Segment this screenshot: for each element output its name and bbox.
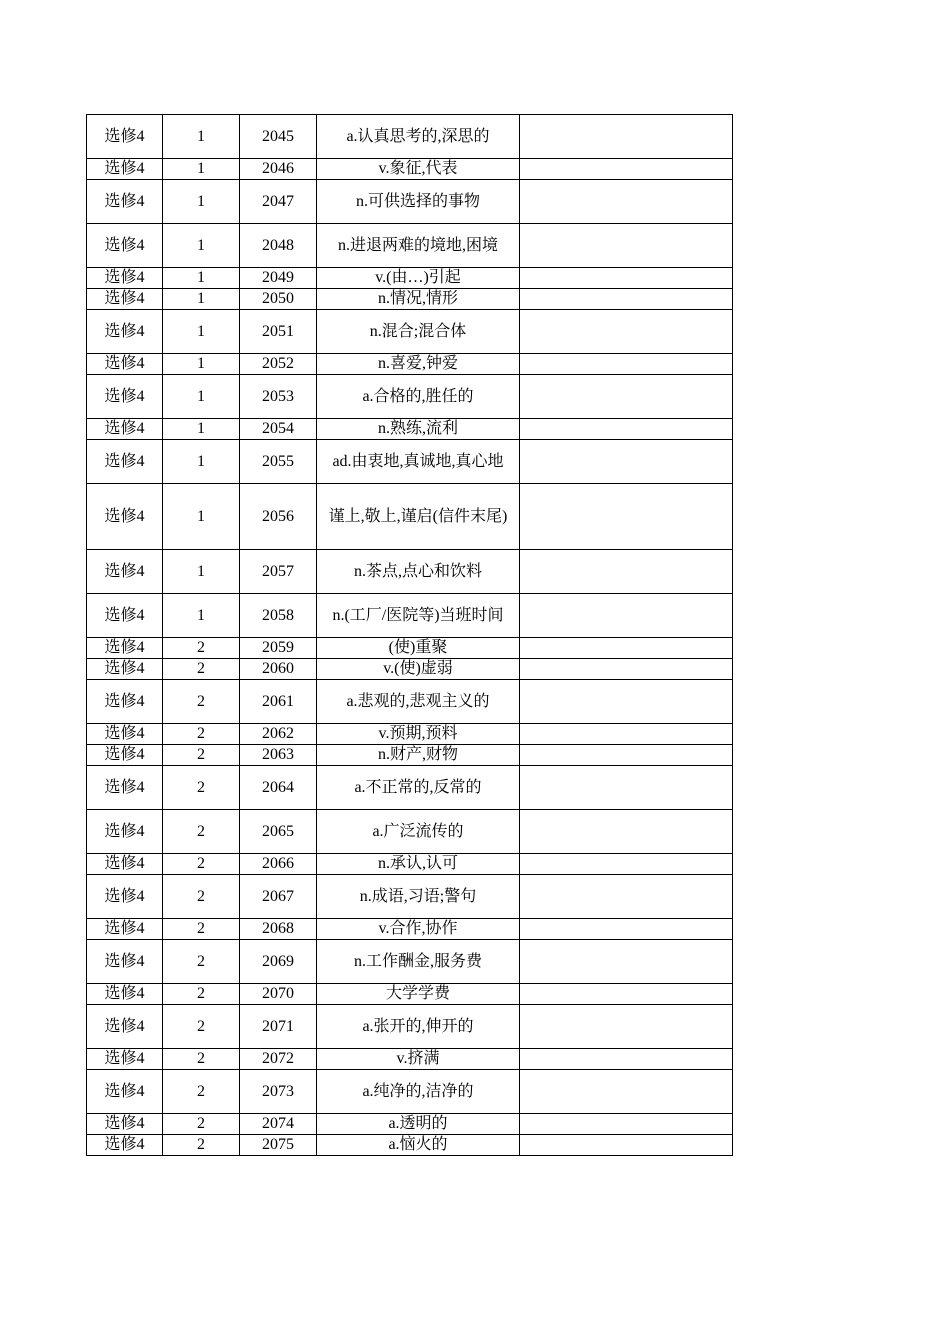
- meaning-cell: n.熟练,流利: [317, 419, 520, 440]
- table-row: [87, 854, 733, 875]
- table-row: [87, 919, 733, 940]
- unit-cell: 1: [163, 289, 240, 310]
- word-id-cell: 2045: [240, 115, 317, 159]
- table-row: [87, 310, 733, 354]
- meaning-cell: a.透明的: [317, 1114, 520, 1135]
- course-cell: 选修4: [87, 115, 163, 159]
- course-cell: 选修4: [87, 1114, 163, 1135]
- word-blank-cell: [520, 724, 733, 745]
- course-cell: 选修4: [87, 180, 163, 224]
- word-blank-cell: [520, 159, 733, 180]
- course-cell: 选修4: [87, 1070, 163, 1114]
- meaning-cell: n.情况,情形: [317, 289, 520, 310]
- unit-cell: 1: [163, 440, 240, 484]
- word-blank-cell: [520, 659, 733, 680]
- table-row: [87, 724, 733, 745]
- meaning-cell: 大学学费: [317, 984, 520, 1005]
- meaning-cell: n.混合;混合体: [317, 310, 520, 354]
- unit-cell: 2: [163, 875, 240, 919]
- course-cell: 选修4: [87, 484, 163, 550]
- word-blank-cell: [520, 484, 733, 550]
- meaning-cell: n.成语,习语;警句: [317, 875, 520, 919]
- word-id-cell: 2072: [240, 1049, 317, 1070]
- table-row: [87, 638, 733, 659]
- meaning-cell: a.广泛流传的: [317, 810, 520, 854]
- word-id-cell: 2058: [240, 594, 317, 638]
- word-blank-cell: [520, 766, 733, 810]
- table-row: [87, 375, 733, 419]
- unit-cell: 2: [163, 745, 240, 766]
- unit-cell: 2: [163, 766, 240, 810]
- table-row: [87, 594, 733, 638]
- meaning-cell: n.财产,财物: [317, 745, 520, 766]
- unit-cell: 2: [163, 638, 240, 659]
- unit-cell: 2: [163, 1005, 240, 1049]
- course-cell: 选修4: [87, 268, 163, 289]
- table-row: [87, 680, 733, 724]
- word-blank-cell: [520, 268, 733, 289]
- table-row: [87, 1070, 733, 1114]
- table-row: [87, 550, 733, 594]
- word-blank-cell: [520, 854, 733, 875]
- course-cell: 选修4: [87, 810, 163, 854]
- word-blank-cell: [520, 745, 733, 766]
- word-id-cell: 2060: [240, 659, 317, 680]
- course-cell: 选修4: [87, 375, 163, 419]
- unit-cell: 1: [163, 180, 240, 224]
- unit-cell: 2: [163, 919, 240, 940]
- word-id-cell: 2056: [240, 484, 317, 550]
- word-id-cell: 2052: [240, 354, 317, 375]
- word-blank-cell: [520, 1005, 733, 1049]
- unit-cell: 2: [163, 659, 240, 680]
- word-id-cell: 2069: [240, 940, 317, 984]
- meaning-cell: n.喜爱,钟爱: [317, 354, 520, 375]
- word-blank-cell: [520, 1070, 733, 1114]
- table-row: [87, 940, 733, 984]
- word-id-cell: 2054: [240, 419, 317, 440]
- word-id-cell: 2068: [240, 919, 317, 940]
- word-id-cell: 2053: [240, 375, 317, 419]
- word-id-cell: 2073: [240, 1070, 317, 1114]
- unit-cell: 2: [163, 724, 240, 745]
- course-cell: 选修4: [87, 766, 163, 810]
- meaning-cell: v.挤满: [317, 1049, 520, 1070]
- meaning-cell: 谨上,敬上,谨启(信件末尾): [317, 484, 520, 550]
- meaning-cell: n.工作酬金,服务费: [317, 940, 520, 984]
- course-cell: 选修4: [87, 940, 163, 984]
- course-cell: 选修4: [87, 919, 163, 940]
- unit-cell: 1: [163, 224, 240, 268]
- word-blank-cell: [520, 875, 733, 919]
- unit-cell: 2: [163, 1049, 240, 1070]
- word-id-cell: 2075: [240, 1135, 317, 1156]
- unit-cell: 1: [163, 419, 240, 440]
- course-cell: 选修4: [87, 550, 163, 594]
- word-blank-cell: [520, 1135, 733, 1156]
- course-cell: 选修4: [87, 310, 163, 354]
- unit-cell: 2: [163, 810, 240, 854]
- word-id-cell: 2055: [240, 440, 317, 484]
- word-blank-cell: [520, 224, 733, 268]
- unit-cell: 1: [163, 375, 240, 419]
- unit-cell: 2: [163, 680, 240, 724]
- meaning-cell: a.悲观的,悲观主义的: [317, 680, 520, 724]
- word-blank-cell: [520, 440, 733, 484]
- word-blank-cell: [520, 638, 733, 659]
- course-cell: 选修4: [87, 1005, 163, 1049]
- unit-cell: 1: [163, 594, 240, 638]
- word-id-cell: 2067: [240, 875, 317, 919]
- word-blank-cell: [520, 1049, 733, 1070]
- word-id-cell: 2061: [240, 680, 317, 724]
- word-blank-cell: [520, 180, 733, 224]
- meaning-cell: v.象征,代表: [317, 159, 520, 180]
- word-id-cell: 2050: [240, 289, 317, 310]
- table-row: [87, 268, 733, 289]
- course-cell: 选修4: [87, 638, 163, 659]
- meaning-cell: v.预期,预料: [317, 724, 520, 745]
- meaning-cell: a.合格的,胜任的: [317, 375, 520, 419]
- table-row: [87, 484, 733, 550]
- table-row: [87, 1114, 733, 1135]
- table-row: [87, 419, 733, 440]
- meaning-cell: n.承认,认可: [317, 854, 520, 875]
- word-id-cell: 2059: [240, 638, 317, 659]
- unit-cell: 2: [163, 940, 240, 984]
- word-blank-cell: [520, 940, 733, 984]
- word-id-cell: 2051: [240, 310, 317, 354]
- word-id-cell: 2046: [240, 159, 317, 180]
- meaning-cell: a.恼火的: [317, 1135, 520, 1156]
- unit-cell: 1: [163, 268, 240, 289]
- course-cell: 选修4: [87, 875, 163, 919]
- table-row: [87, 224, 733, 268]
- table-row: [87, 810, 733, 854]
- course-cell: 选修4: [87, 854, 163, 875]
- word-id-cell: 2066: [240, 854, 317, 875]
- table-row: [87, 1049, 733, 1070]
- unit-cell: 2: [163, 854, 240, 875]
- table-row: [87, 875, 733, 919]
- course-cell: 选修4: [87, 1049, 163, 1070]
- word-id-cell: 2062: [240, 724, 317, 745]
- meaning-cell: ad.由衷地,真诚地,真心地: [317, 440, 520, 484]
- unit-cell: 1: [163, 310, 240, 354]
- meaning-cell: v.合作,协作: [317, 919, 520, 940]
- table-row: [87, 180, 733, 224]
- table-row: [87, 766, 733, 810]
- word-id-cell: 2049: [240, 268, 317, 289]
- table-row: [87, 984, 733, 1005]
- course-cell: 选修4: [87, 289, 163, 310]
- meaning-cell: v.(由…)引起: [317, 268, 520, 289]
- word-blank-cell: [520, 550, 733, 594]
- meaning-cell: n.可供选择的事物: [317, 180, 520, 224]
- unit-cell: 2: [163, 1114, 240, 1135]
- table-body: [87, 115, 733, 1156]
- table-row: [87, 115, 733, 159]
- meaning-cell: a.张开的,伸开的: [317, 1005, 520, 1049]
- course-cell: 选修4: [87, 440, 163, 484]
- word-blank-cell: [520, 810, 733, 854]
- table-row: [87, 289, 733, 310]
- word-id-cell: 2057: [240, 550, 317, 594]
- unit-cell: 2: [163, 984, 240, 1005]
- word-blank-cell: [520, 680, 733, 724]
- word-blank-cell: [520, 1114, 733, 1135]
- word-id-cell: 2065: [240, 810, 317, 854]
- meaning-cell: n.进退两难的境地,困境: [317, 224, 520, 268]
- unit-cell: 1: [163, 550, 240, 594]
- unit-cell: 2: [163, 1070, 240, 1114]
- word-id-cell: 2047: [240, 180, 317, 224]
- word-id-cell: 2064: [240, 766, 317, 810]
- word-id-cell: 2048: [240, 224, 317, 268]
- course-cell: 选修4: [87, 224, 163, 268]
- course-cell: 选修4: [87, 1135, 163, 1156]
- meaning-cell: n.(工厂/医院等)当班时间: [317, 594, 520, 638]
- meaning-cell: a.认真思考的,深思的: [317, 115, 520, 159]
- meaning-cell: a.纯净的,洁净的: [317, 1070, 520, 1114]
- course-cell: 选修4: [87, 680, 163, 724]
- course-cell: 选修4: [87, 659, 163, 680]
- word-id-cell: 2071: [240, 1005, 317, 1049]
- word-id-cell: 2063: [240, 745, 317, 766]
- course-cell: 选修4: [87, 594, 163, 638]
- course-cell: 选修4: [87, 745, 163, 766]
- meaning-cell: (使)重聚: [317, 638, 520, 659]
- table-row: [87, 159, 733, 180]
- course-cell: 选修4: [87, 419, 163, 440]
- unit-cell: 1: [163, 159, 240, 180]
- course-cell: 选修4: [87, 159, 163, 180]
- course-cell: 选修4: [87, 984, 163, 1005]
- word-blank-cell: [520, 984, 733, 1005]
- table-row: [87, 1135, 733, 1156]
- table-row: [87, 659, 733, 680]
- table-row: [87, 1005, 733, 1049]
- word-id-cell: 2070: [240, 984, 317, 1005]
- unit-cell: 2: [163, 1135, 240, 1156]
- unit-cell: 1: [163, 484, 240, 550]
- word-blank-cell: [520, 419, 733, 440]
- word-blank-cell: [520, 594, 733, 638]
- course-cell: 选修4: [87, 724, 163, 745]
- unit-cell: 1: [163, 115, 240, 159]
- course-cell: 选修4: [87, 354, 163, 375]
- word-blank-cell: [520, 310, 733, 354]
- word-blank-cell: [520, 919, 733, 940]
- word-blank-cell: [520, 115, 733, 159]
- table-row: [87, 440, 733, 484]
- meaning-cell: v.(使)虚弱: [317, 659, 520, 680]
- word-id-cell: 2074: [240, 1114, 317, 1135]
- table-row: [87, 745, 733, 766]
- word-blank-cell: [520, 354, 733, 375]
- meaning-cell: n.茶点,点心和饮料: [317, 550, 520, 594]
- word-blank-cell: [520, 289, 733, 310]
- vocabulary-table: [86, 114, 733, 1156]
- word-blank-cell: [520, 375, 733, 419]
- table-row: [87, 354, 733, 375]
- unit-cell: 1: [163, 354, 240, 375]
- meaning-cell: a.不正常的,反常的: [317, 766, 520, 810]
